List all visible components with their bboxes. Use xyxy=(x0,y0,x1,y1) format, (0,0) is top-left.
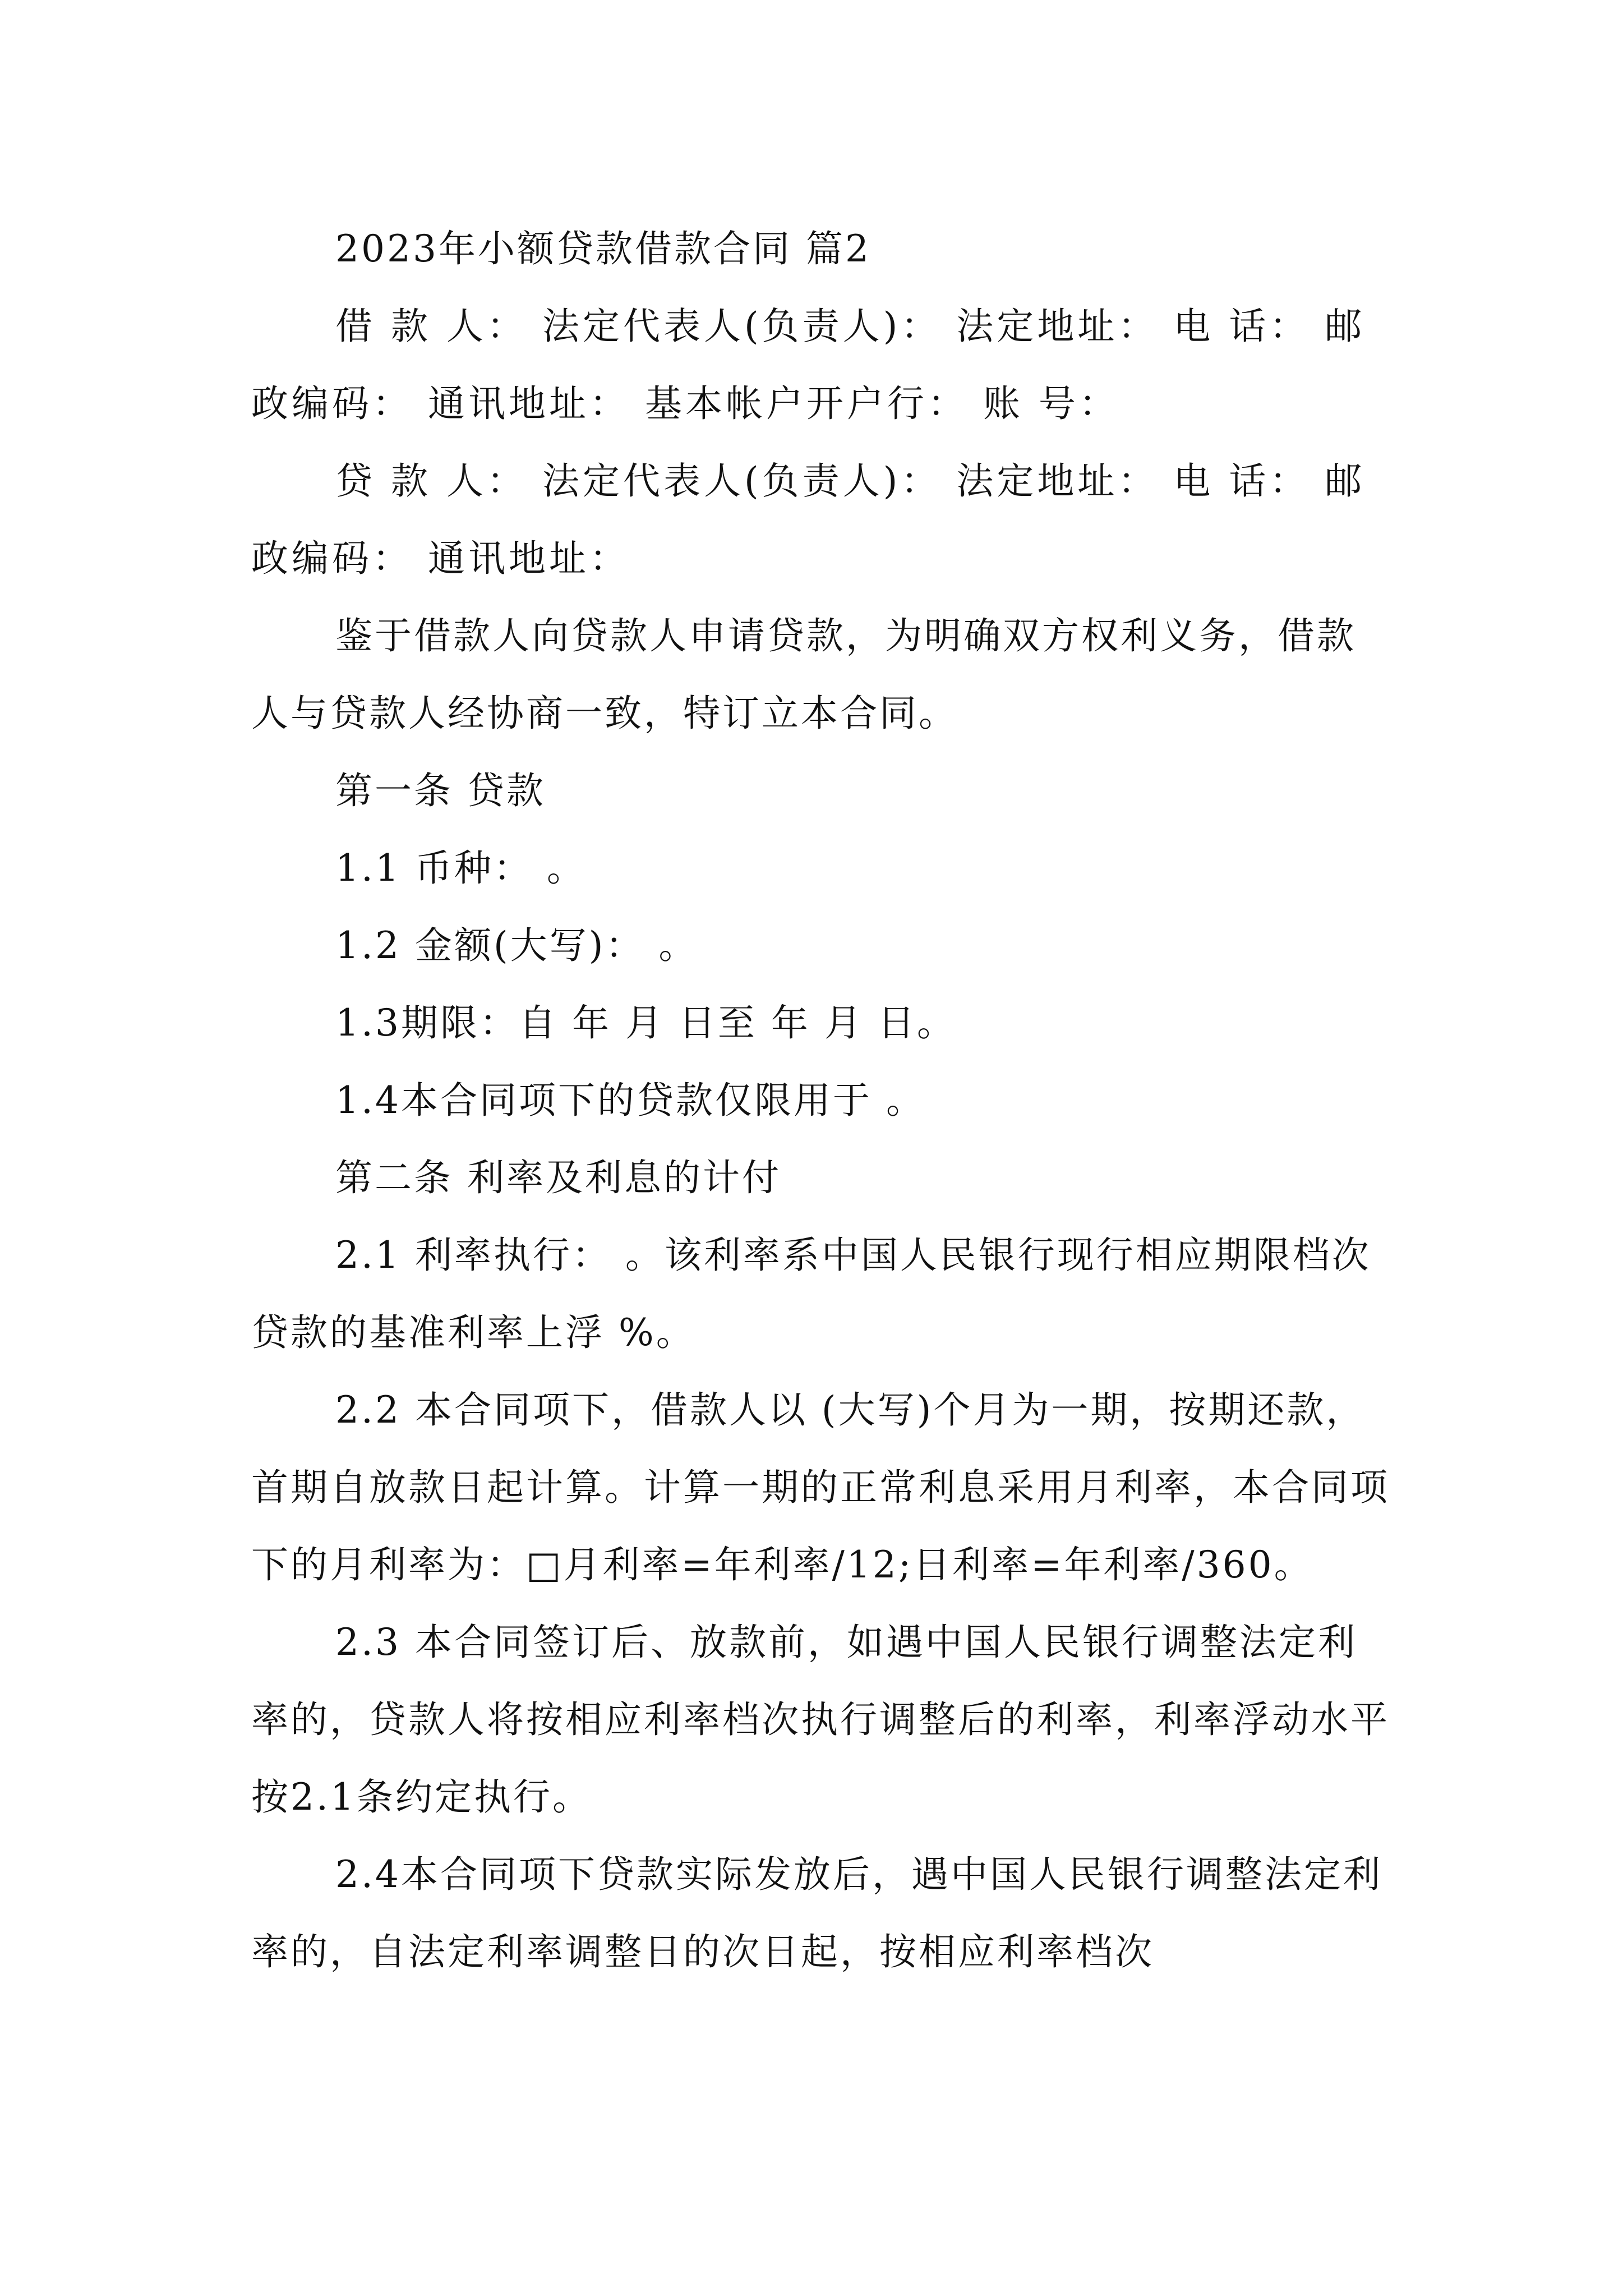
article-1-heading: 第一条 贷款 xyxy=(335,769,546,812)
article-2-heading: 第二条 利率及利息的计付 xyxy=(335,1156,781,1199)
clause-2-4: 2.4本合同项下贷款实际发放后，遇中国人民银行调整法定利率的，自法定利率调整日的次日起，按相应利率档次 xyxy=(251,1853,1382,1973)
clause-1-1: 1.1 币种： 。 xyxy=(335,846,586,890)
document-body xyxy=(251,210,1390,1991)
clause-2-1: 2.1 利率执行： 。该利率系中国人民银行现行相应期限档次贷款的基准利率上浮 %。 xyxy=(251,1234,1371,1354)
clause-1-4: 1.4本合同项下的贷款仅限用于 。 xyxy=(335,1079,925,1122)
preamble-paragraph: 鉴于借款人向贷款人申请贷款，为明确双方权利义务，借款人与贷款人经协商一致，特订立本合同。 xyxy=(251,614,1356,735)
clause-1-3: 1.3期限：自 年 月 日至 年 月 日。 xyxy=(335,1001,956,1045)
clause-2-3: 2.3 本合同签订后、放款前，如遇中国人民银行调整法定利率的，贷款人将按相应利率档次执行调整后的利率，利率浮动水平按2.1条约定执行。 xyxy=(251,1621,1390,1819)
clause-2-2: 2.2 本合同项下，借款人以 (大写)个月为一期，按期还款，首期自放款日起计算。计算一期的正常利息采用月利率，本合同项下的月利率为：□月利率=年利率/12;日利率=年利率/360。 xyxy=(251,1388,1390,1586)
borrower-info-paragraph: 借 款 人： 法定代表人(负责人)： 法定地址： 电 话： 邮政编码： 通讯地址： 基本帐户开户行： 账 号： xyxy=(251,305,1366,425)
lender-info-paragraph: 贷 款 人： 法定代表人(负责人)： 法定地址： 电 话： 邮政编码： 通讯地址： xyxy=(251,459,1366,580)
document-title: 2023年小额贷款借款合同 篇2 xyxy=(335,227,871,270)
clause-1-2: 1.2 金额(大写)： 。 xyxy=(335,924,698,967)
